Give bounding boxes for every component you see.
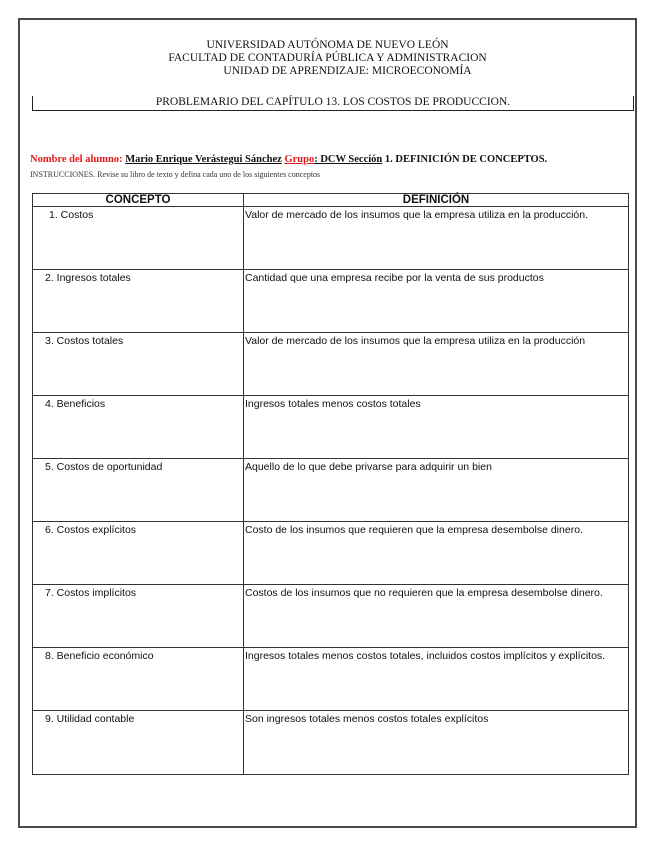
concept-column-header: CONCEPTO [33, 194, 244, 207]
table-row [33, 396, 629, 459]
table-row [33, 648, 629, 711]
concept-cell: 5. Costos de oportunidad [33, 459, 244, 522]
student-name-label: Nombre del alumno: [30, 154, 123, 165]
definition-cell: Ingresos totales menos costos totales, incluidos costos implícitos y explícitos. [244, 648, 629, 711]
section-heading: 1. DEFINICIÓN DE CONCEPTOS. [382, 154, 548, 165]
course-name: UNIDAD DE APRENDIZAJE: MICROECONOMÍA [223, 65, 472, 77]
definition-cell: Valor de mercado de los insumos que la empresa utiliza en la producción. [244, 207, 629, 270]
table-row [33, 270, 629, 333]
definition-cell: Ingresos totales menos costos totales [244, 396, 629, 459]
group-value: : DCW Sección [314, 154, 383, 165]
table-row [33, 207, 629, 270]
concept-cell: 3. Costos totales [33, 333, 244, 396]
definition-cell: Son ingresos totales menos costos totales explícitos [244, 711, 629, 775]
concept-cell: 7. Costos implícitos [33, 585, 244, 648]
problem-set-title: PROBLEMARIO DEL CAPÍTULO 13. LOS COSTOS DE PRODUCCION. [32, 96, 634, 111]
table-row [33, 459, 629, 522]
document-page [18, 18, 637, 828]
table-row [33, 711, 629, 775]
concept-cell: 1. Costos [33, 207, 244, 270]
concept-cell: 6. Costos explícitos [33, 522, 244, 585]
concept-cell: 9. Utilidad contable [33, 711, 244, 775]
definition-cell: Valor de mercado de los insumos que la empresa utiliza en la producción [244, 333, 629, 396]
university-name: UNIVERSIDAD AUTÓNOMA DE NUEVO LEÓN [206, 39, 449, 51]
definition-column-header: DEFINICIÓN [244, 194, 629, 207]
table-header-row [33, 194, 629, 207]
definition-cell: Cantidad que una empresa recibe por la venta de sus productos [244, 270, 629, 333]
concept-cell: 8. Beneficio económico [33, 648, 244, 711]
instructions: INSTRUCCIONES. Revise su libro de texto y defina cada uno de los siguientes conceptos [30, 170, 321, 179]
concepts-table [32, 193, 629, 775]
concept-cell: 2. Ingresos totales [33, 270, 244, 333]
definition-cell: Aquello de lo que debe privarse para adquirir un bien [244, 459, 629, 522]
group-label: Grupo [284, 154, 315, 165]
faculty-name: FACULTAD DE CONTADURÍA PÚBLICA Y ADMINISTRACION [168, 52, 487, 64]
student-name-value: Mario Enrique Verástegui Sánchez [125, 154, 282, 165]
table-row [33, 333, 629, 396]
table-row [33, 522, 629, 585]
concept-cell: 4. Beneficios [33, 396, 244, 459]
definition-cell: Costos de los insumos que no requieren que la empresa desembolse dinero. [244, 585, 629, 648]
table-row [33, 585, 629, 648]
student-line [30, 154, 640, 165]
definition-cell: Costo de los insumos que requieren que la empresa desembolse dinero. [244, 522, 629, 585]
